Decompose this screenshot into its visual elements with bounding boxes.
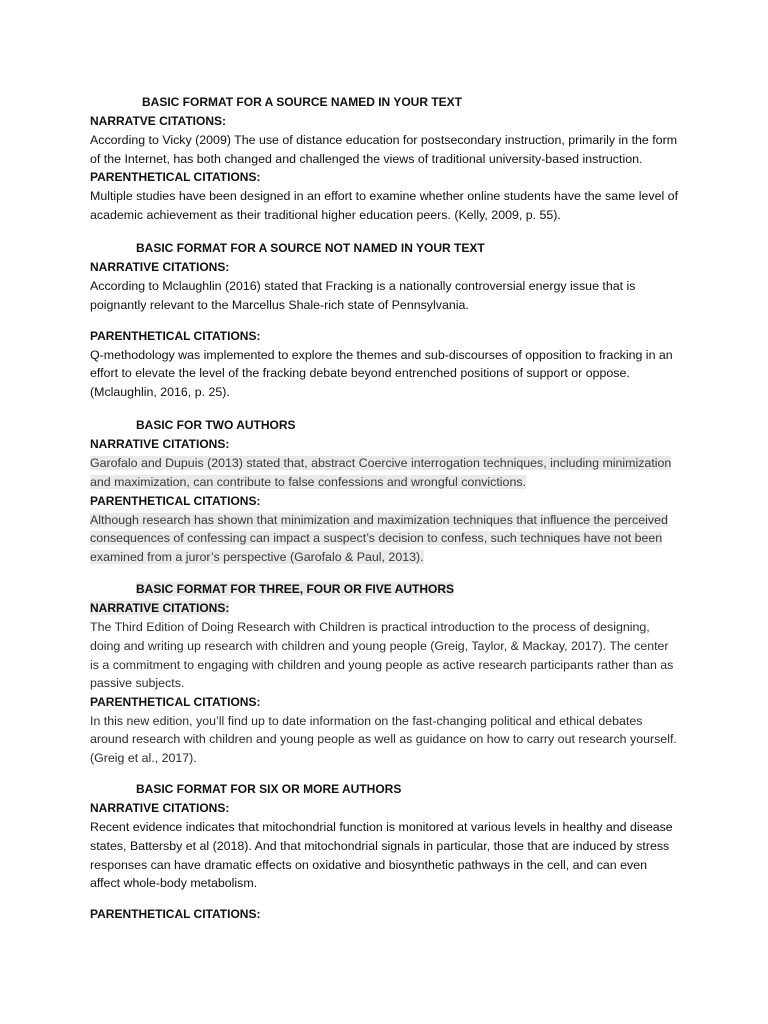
- section-two-authors: [90, 416, 680, 566]
- section-title: [90, 580, 680, 599]
- narrative-heading: NARRATVE CITATIONS:: [90, 114, 226, 128]
- section-title: BASIC FORMAT FOR SIX OR MORE AUTHORS: [136, 782, 402, 797]
- section-title: BASIC FORMAT FOR A SOURCE NAMED IN YOUR TEXT: [142, 95, 463, 109]
- document-page: [90, 93, 680, 924]
- parenthetical-heading: PARENTHETICAL CITATIONS:: [90, 906, 261, 921]
- section-title: BASIC FOR TWO AUTHORS: [136, 418, 296, 433]
- section-source-named: [90, 93, 680, 224]
- narrative-heading: [90, 599, 680, 618]
- narrative-heading: NARRATIVE CITATIONS:: [90, 801, 230, 816]
- parenthetical-text: [90, 511, 680, 567]
- narrative-heading: NARRATIVE CITATIONS:: [90, 260, 230, 275]
- highlighted-text: Garofalo and Dupuis (2013) stated that, abstract Coercive interrogation techniques, including minimization and maximization, can contribute to false confessions and wrongful convictions.: [90, 456, 672, 489]
- highlighted-text: Although research has shown that minimization and maximization techniques that influence the perceived consequences of confessing can impact a suspect’s decision to confess, such techniques have not been examined from a juror’s perspective (Garofalo & Paul, 2013).: [90, 512, 668, 564]
- section-three-to-five-authors: [90, 580, 680, 767]
- parenthetical-heading: PARENTHETICAL CITATIONS:: [90, 170, 261, 185]
- narrative-text: According to Mclaughlin (2016) stated that Fracking is a nationally controversial energy issue that is poignantly relevant to the Marcellus Shale-rich state of Pennsylvania.: [90, 279, 636, 312]
- highlighted-heading: NARRATIVE CITATIONS:: [90, 601, 230, 616]
- parenthetical-heading: PARENTHETICAL CITATIONS:: [90, 328, 261, 343]
- highlighted-title: BASIC FORMAT FOR THREE, FOUR OR FIVE AUTHORS: [136, 582, 454, 597]
- narrative-heading: NARRATIVE CITATIONS:: [90, 437, 230, 452]
- narrative-text: According to Vicky (2009) The use of distance education for postsecondary instruction, primarily in the form of the Internet, has both changed and challenged the views of traditional university-based instruction.: [90, 133, 678, 166]
- section-source-not-named: [90, 239, 680, 401]
- parenthetical-heading: PARENTHETICAL CITATIONS:: [90, 493, 261, 508]
- parenthetical-text: Q-methodology was implemented to explore the themes and sub-discourses of opposition to fracking in an effort to elevate the level of the fracking debate beyond entrenched positions of support or oppose. (Mclaughlin, 2016, p. 25).: [90, 347, 673, 399]
- narrative-text: [90, 454, 680, 491]
- parenthetical-text: Multiple studies have been designed in an effort to examine whether online students have the same level of academic achievement as their traditional higher education peers. (Kelly, 2009, p. 55).: [90, 189, 679, 222]
- narrative-text: Recent evidence indicates that mitochondrial function is monitored at various levels in healthy and disease states, Battersby et al (2018). And that mitochondrial signals in particular, those that are induced by stress responses can have dramatic effects on oxidative and biosynthetic pathways in the cell, and can even affect whole-body metabolism.: [90, 820, 673, 891]
- section-six-or-more-authors: [90, 780, 680, 923]
- section-title: BASIC FORMAT FOR A SOURCE NOT NAMED IN YOUR TEXT: [136, 241, 485, 256]
- parenthetical-heading: PARENTHETICAL CITATIONS:: [90, 694, 261, 709]
- narrative-text: The Third Edition of Doing Research with Children is practical introduction to the process of designing, doing and writing up research with children and young people (Greig, Taylor, & Mackay, 2017). The center is a commitment to engaging with children and young people as active research participants rather than as passive subjects.: [90, 620, 674, 691]
- parenthetical-text: In this new edition, you’ll find up to date information on the fast-changing political and ethical debates around research with children and young people as well as guidance on how to carry out research yourself. (Greig et al., 2017).: [90, 713, 677, 765]
